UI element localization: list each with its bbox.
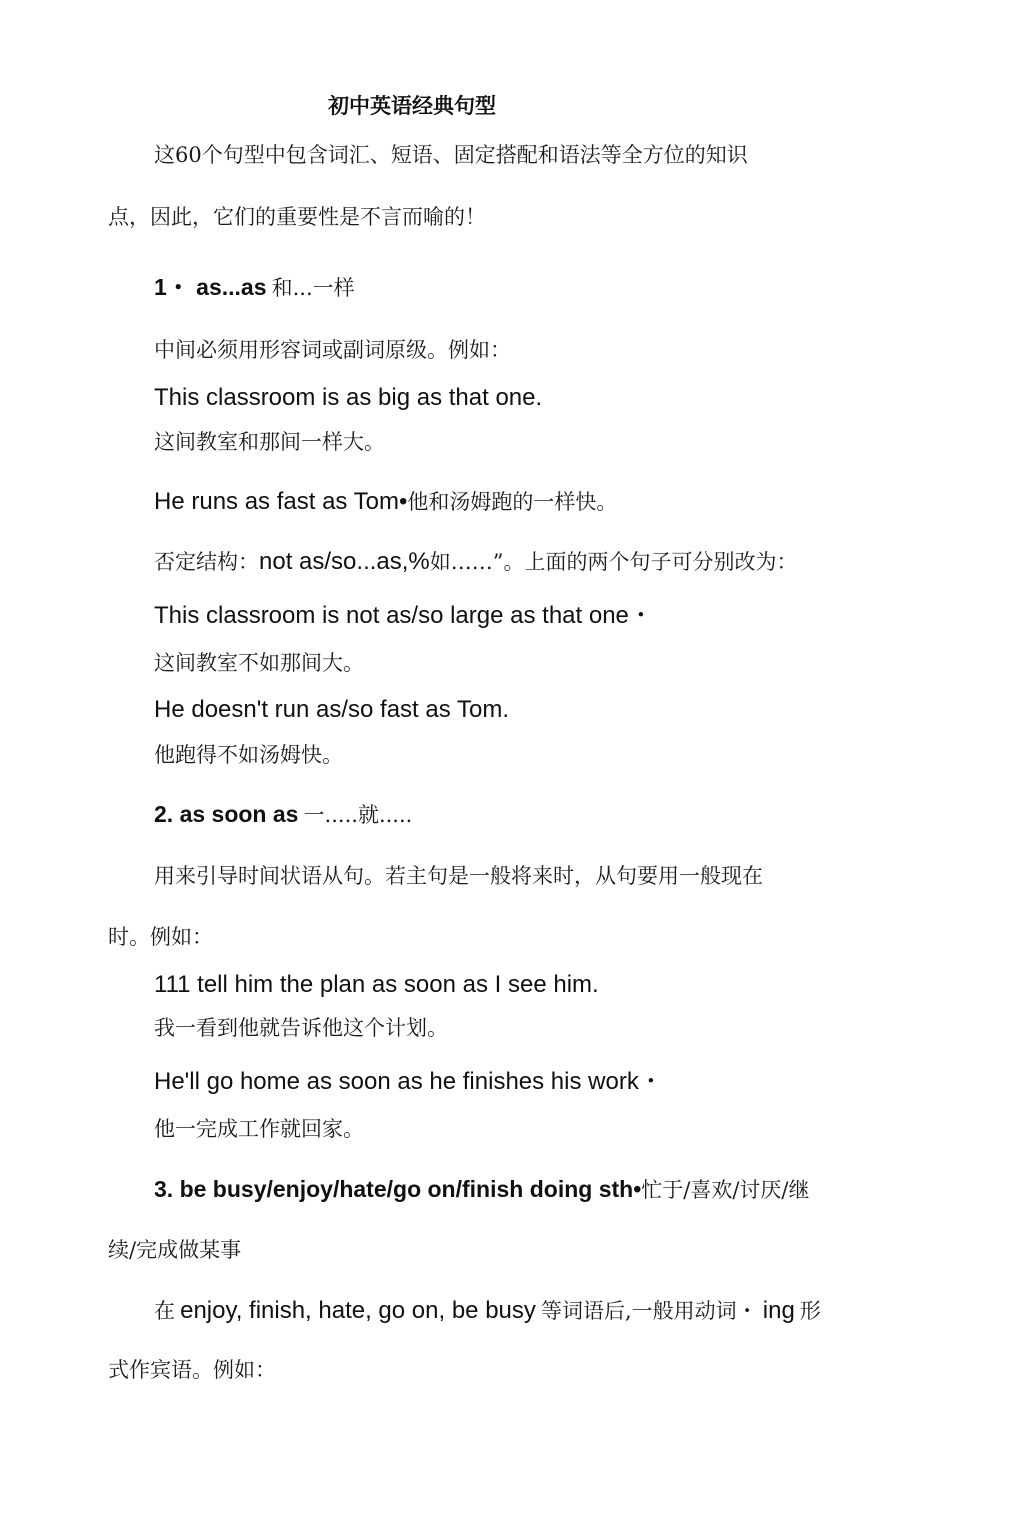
section-2-note-text-2: 时。例如：	[108, 925, 213, 949]
section-2-example-1-cn: 我一看到他就告诉他这个计划。	[154, 1016, 448, 1040]
intro-line-2	[108, 207, 486, 228]
document-title: 初中英语经典句型	[328, 93, 496, 118]
section-2-heading-rest: 一.....就.....	[303, 803, 413, 827]
section-2-heading	[154, 803, 412, 826]
section-3-note-text-2: 式作宾语。例如：	[108, 1358, 276, 1382]
section-3-note-line-1	[154, 1299, 821, 1323]
section-1-example-1-en: This classroom is as big as that one.	[154, 384, 543, 411]
section-1-negative-form	[154, 550, 798, 574]
section-1-example-2-en: He runs as fast as Tom•	[154, 488, 408, 515]
section-1-example-2-cn: 他和汤姆跑的一样快。	[407, 490, 618, 514]
section-1-example-4-en: He doesn't run as/so fast as Tom.	[154, 696, 509, 723]
intro-text-1: 这60个句型中包含词汇、短语、固定搭配和语法等全方位的知识	[154, 143, 748, 167]
section-3-heading-text-2: 续/完成做某事	[108, 1238, 242, 1262]
section-1-note-text: 中间必须用形容词或副词原级。例如：	[154, 338, 511, 362]
section-3-note-en: enjoy, finish, hate, go on, be busy	[180, 1297, 536, 1324]
section-1-heading	[154, 276, 355, 299]
intro-text-2: 点，因此，它们的重要性是不言而喻的！	[108, 205, 486, 229]
section-1-neg-mid: not as/so...as,%	[259, 548, 430, 575]
section-1-example-3-cn: 这间教室不如那间大。	[154, 651, 364, 675]
section-1-heading-rest: 和...一样	[271, 276, 355, 300]
section-3-note-line-2	[108, 1360, 276, 1381]
section-3-note-mid: 等词语后,一般用动词・	[540, 1299, 758, 1323]
section-1-example-2	[154, 490, 617, 514]
section-3-heading	[154, 1178, 809, 1201]
section-2-heading-bold: 2. as soon as	[154, 801, 299, 827]
section-2-example-2-en: He'll go home as soon as he finishes his work・	[154, 1068, 663, 1095]
section-1-note	[154, 340, 511, 361]
section-2-example-1-en: 111 tell him the plan as soon as I see him.	[154, 971, 599, 998]
section-1-example-3-en: This classroom is not as/so large as that one・	[154, 602, 653, 629]
section-3-note-ing: ing	[762, 1297, 795, 1324]
section-2-note-text-1: 用来引导时间状语从句。若主句是一般将来时，从句要用一般现在	[154, 864, 763, 888]
intro-line-1	[154, 145, 748, 166]
section-3-heading-bold: 3. be busy/enjoy/hate/go on/finish doing sth•	[154, 1176, 642, 1202]
section-2-note-line-2	[108, 927, 213, 948]
section-3-note-pre: 在	[154, 1299, 175, 1323]
section-3-note-post: 形	[799, 1299, 821, 1323]
section-1-example-1-cn: 这间教室和那间一样大。	[154, 430, 385, 454]
section-2-example-2-cn: 他一完成工作就回家。	[154, 1117, 364, 1141]
section-1-neg-suffix: 如……”。上面的两个句子可分别改为：	[429, 550, 798, 574]
section-1-neg-prefix: 否定结构：	[154, 550, 259, 574]
section-3-heading-rest: 忙于/喜欢/讨厌/继	[641, 1178, 810, 1202]
section-2-note-line-1	[154, 866, 763, 887]
section-1-example-4-cn: 他跑得不如汤姆快。	[154, 743, 343, 767]
section-1-heading-bold: 1・ as...as	[154, 274, 267, 300]
section-3-heading-line-2	[108, 1240, 241, 1261]
